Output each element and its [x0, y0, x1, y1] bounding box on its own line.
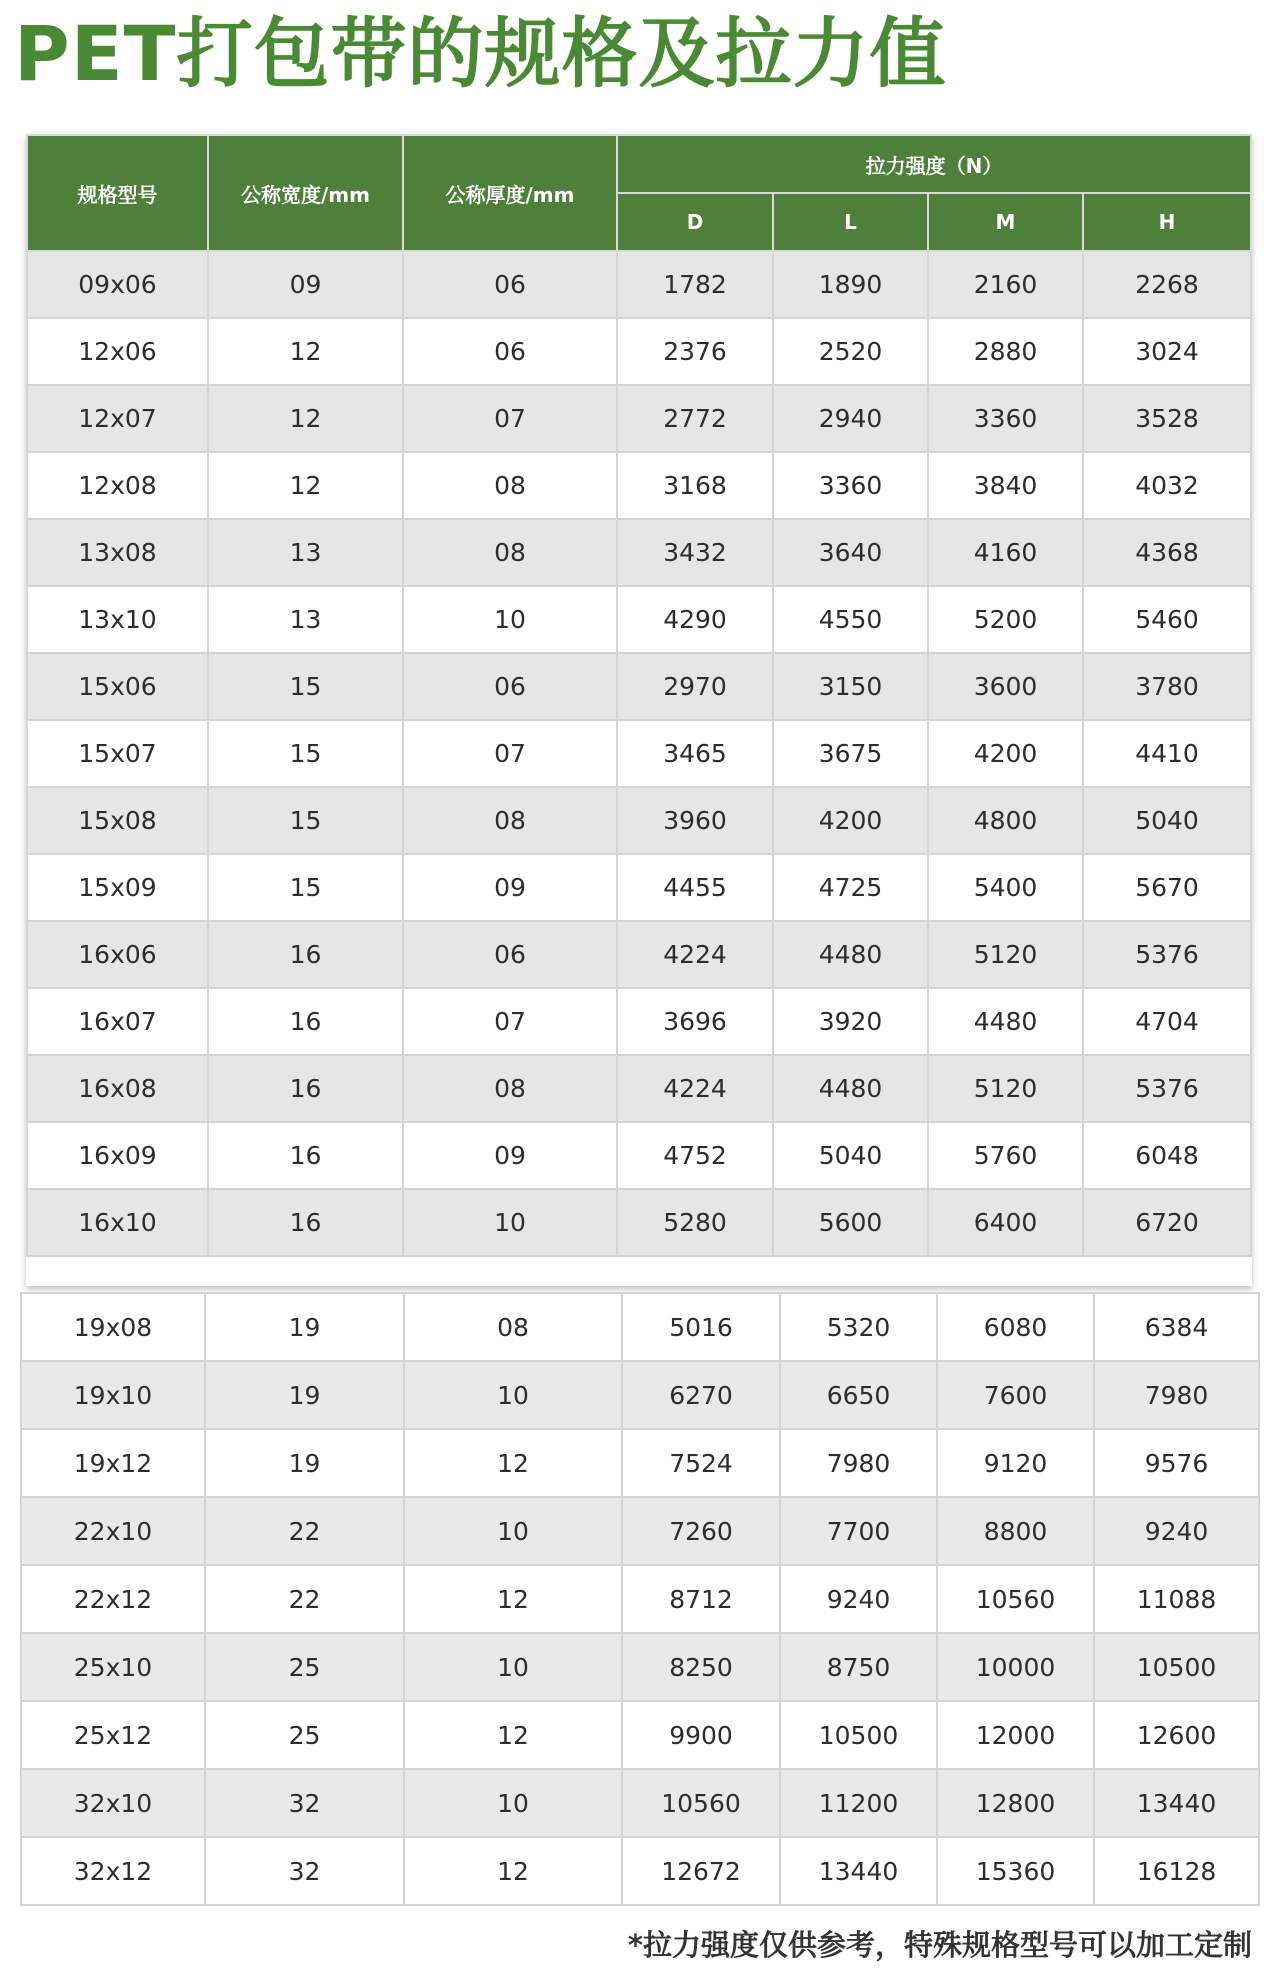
table-row: [27, 1122, 1251, 1189]
cell-strength-m: 5120: [928, 1055, 1083, 1122]
table-row: [27, 854, 1251, 921]
table-row: [21, 1361, 1259, 1429]
table-row: [21, 1497, 1259, 1565]
cell-spec: 15x08: [27, 787, 208, 854]
cell-thickness: 06: [403, 251, 617, 318]
cell-strength-d: 8250: [622, 1633, 780, 1701]
cell-strength-m: 9120: [937, 1429, 1094, 1497]
cell-strength-l: 5600: [773, 1189, 928, 1256]
table-row: [27, 787, 1251, 854]
cell-width: 15: [208, 653, 403, 720]
cell-thickness: 09: [403, 854, 617, 921]
cell-strength-d: 3960: [617, 787, 773, 854]
cell-strength-h: 5376: [1083, 921, 1251, 988]
cell-strength-l: 3920: [773, 988, 928, 1055]
cell-spec: 15x09: [27, 854, 208, 921]
table-row: [21, 1837, 1259, 1905]
table-row: [21, 1701, 1259, 1769]
cell-strength-d: 3168: [617, 452, 773, 519]
table-row: [27, 385, 1251, 452]
cell-strength-d: 5280: [617, 1189, 773, 1256]
cell-strength-m: 4160: [928, 519, 1083, 586]
cell-strength-m: 10000: [937, 1633, 1094, 1701]
cell-width: 32: [205, 1769, 404, 1837]
cell-width: 15: [208, 854, 403, 921]
cell-strength-m: 7600: [937, 1361, 1094, 1429]
table-row: [21, 1429, 1259, 1497]
cell-thickness: 07: [403, 988, 617, 1055]
cell-spec: 22x12: [21, 1565, 205, 1633]
cell-thickness: 08: [403, 519, 617, 586]
table-row: [27, 988, 1251, 1055]
cell-width: 22: [205, 1565, 404, 1633]
cell-strength-l: 7980: [780, 1429, 937, 1497]
cell-strength-d: 1782: [617, 251, 773, 318]
cell-strength-m: 2160: [928, 251, 1083, 318]
cell-thickness: 10: [404, 1633, 622, 1701]
table-row: [27, 586, 1251, 653]
cell-thickness: 10: [403, 1189, 617, 1256]
cell-strength-d: 8712: [622, 1565, 780, 1633]
cell-strength-l: 3640: [773, 519, 928, 586]
cell-thickness: 08: [403, 787, 617, 854]
table-row: [21, 1565, 1259, 1633]
cell-strength-d: 2970: [617, 653, 773, 720]
table-row: [27, 318, 1251, 385]
table-row: [21, 1633, 1259, 1701]
cell-spec: 13x10: [27, 586, 208, 653]
cell-strength-h: 5670: [1083, 854, 1251, 921]
cell-strength-d: 6270: [622, 1361, 780, 1429]
cell-width: 15: [208, 720, 403, 787]
cell-width: 25: [205, 1633, 404, 1701]
header-spec: 规格型号: [27, 135, 208, 251]
cell-strength-h: 3780: [1083, 653, 1251, 720]
cell-strength-m: 3840: [928, 452, 1083, 519]
header-strength: 拉力强度（N）: [617, 135, 1251, 193]
cell-strength-m: 3600: [928, 653, 1083, 720]
cell-strength-m: 3360: [928, 385, 1083, 452]
cell-strength-l: 5040: [773, 1122, 928, 1189]
cell-strength-d: 12672: [622, 1837, 780, 1905]
cell-width: 12: [208, 385, 403, 452]
cell-strength-d: 4752: [617, 1122, 773, 1189]
cell-strength-m: 6080: [937, 1293, 1094, 1361]
cell-strength-m: 5400: [928, 854, 1083, 921]
cell-strength-m: 4800: [928, 787, 1083, 854]
cell-strength-d: 3465: [617, 720, 773, 787]
cell-strength-h: 16128: [1094, 1837, 1259, 1905]
cell-strength-l: 4550: [773, 586, 928, 653]
cell-spec: 16x08: [27, 1055, 208, 1122]
cell-spec: 16x06: [27, 921, 208, 988]
table-row: [27, 720, 1251, 787]
cell-strength-h: 3528: [1083, 385, 1251, 452]
cell-strength-h: 4032: [1083, 452, 1251, 519]
cell-width: 12: [208, 452, 403, 519]
cell-thickness: 10: [404, 1497, 622, 1565]
cell-thickness: 06: [403, 921, 617, 988]
cell-strength-m: 4480: [928, 988, 1083, 1055]
footnote: *拉力强度仅供参考，特殊规格型号可以加工定制: [627, 1928, 1252, 1962]
cell-spec: 15x07: [27, 720, 208, 787]
cell-spec: 32x12: [21, 1837, 205, 1905]
table-row: [27, 921, 1251, 988]
cell-strength-d: 9900: [622, 1701, 780, 1769]
cell-strength-d: 2772: [617, 385, 773, 452]
cell-strength-l: 3360: [773, 452, 928, 519]
cell-strength-h: 9576: [1094, 1429, 1259, 1497]
cell-spec: 19x12: [21, 1429, 205, 1497]
cell-spec: 12x07: [27, 385, 208, 452]
cell-strength-m: 12000: [937, 1701, 1094, 1769]
cell-width: 16: [208, 1189, 403, 1256]
cell-strength-l: 4480: [773, 1055, 928, 1122]
cell-strength-h: 5460: [1083, 586, 1251, 653]
cell-thickness: 10: [404, 1769, 622, 1837]
cell-spec: 32x10: [21, 1769, 205, 1837]
table-row: [27, 251, 1251, 318]
cell-strength-h: 5040: [1083, 787, 1251, 854]
cell-width: 13: [208, 586, 403, 653]
cell-thickness: 10: [404, 1361, 622, 1429]
cell-strength-l: 8750: [780, 1633, 937, 1701]
table-body-part2: [21, 1293, 1259, 1905]
cell-strength-h: 6048: [1083, 1122, 1251, 1189]
table-row: [21, 1293, 1259, 1361]
cell-thickness: 12: [404, 1429, 622, 1497]
cell-spec: 16x10: [27, 1189, 208, 1256]
cell-strength-h: 7980: [1094, 1361, 1259, 1429]
cell-strength-d: 4290: [617, 586, 773, 653]
cell-strength-m: 6400: [928, 1189, 1083, 1256]
cell-strength-l: 4480: [773, 921, 928, 988]
cell-strength-d: 10560: [622, 1769, 780, 1837]
page-title: PET打包带的规格及拉力值: [14, 9, 947, 98]
cell-strength-h: 10500: [1094, 1633, 1259, 1701]
cell-width: 19: [205, 1429, 404, 1497]
cell-spec: 16x09: [27, 1122, 208, 1189]
cell-thickness: 12: [404, 1701, 622, 1769]
cell-spec: 12x08: [27, 452, 208, 519]
cell-strength-d: 5016: [622, 1293, 780, 1361]
cell-thickness: 08: [403, 1055, 617, 1122]
cell-width: 15: [208, 787, 403, 854]
table-row: [27, 519, 1251, 586]
cell-strength-d: 2376: [617, 318, 773, 385]
cell-strength-h: 12600: [1094, 1701, 1259, 1769]
cell-width: 32: [205, 1837, 404, 1905]
cell-thickness: 08: [403, 452, 617, 519]
cell-strength-h: 6720: [1083, 1189, 1251, 1256]
cell-width: 19: [205, 1293, 404, 1361]
cell-strength-d: 7524: [622, 1429, 780, 1497]
cell-spec: 25x10: [21, 1633, 205, 1701]
cell-strength-m: 10560: [937, 1565, 1094, 1633]
cell-strength-l: 10500: [780, 1701, 937, 1769]
cell-strength-l: 9240: [780, 1565, 937, 1633]
cell-strength-h: 11088: [1094, 1565, 1259, 1633]
cell-strength-m: 5120: [928, 921, 1083, 988]
cell-spec: 12x06: [27, 318, 208, 385]
cell-thickness: 08: [404, 1293, 622, 1361]
table-row: [27, 1189, 1251, 1256]
cell-spec: 19x08: [21, 1293, 205, 1361]
spec-table-part1: [26, 134, 1252, 1257]
cell-thickness: 09: [403, 1122, 617, 1189]
cell-strength-h: 4704: [1083, 988, 1251, 1055]
cell-strength-l: 6650: [780, 1361, 937, 1429]
cell-strength-d: 7260: [622, 1497, 780, 1565]
cell-strength-h: 4368: [1083, 519, 1251, 586]
cell-strength-m: 2880: [928, 318, 1083, 385]
header-grade-l: L: [773, 193, 928, 251]
cell-strength-d: 3432: [617, 519, 773, 586]
cell-strength-h: 6384: [1094, 1293, 1259, 1361]
cell-thickness: 06: [403, 653, 617, 720]
table-row: [27, 653, 1251, 720]
cell-strength-m: 5200: [928, 586, 1083, 653]
cell-thickness: 12: [404, 1565, 622, 1633]
cell-strength-h: 9240: [1094, 1497, 1259, 1565]
cell-thickness: 07: [403, 385, 617, 452]
cell-width: 16: [208, 988, 403, 1055]
header-grade-d: D: [617, 193, 773, 251]
cell-spec: 16x07: [27, 988, 208, 1055]
cell-spec: 22x10: [21, 1497, 205, 1565]
cell-strength-d: 4224: [617, 1055, 773, 1122]
cell-width: 12: [208, 318, 403, 385]
cell-width: 16: [208, 921, 403, 988]
cell-thickness: 10: [403, 586, 617, 653]
cell-width: 19: [205, 1361, 404, 1429]
cell-strength-l: 11200: [780, 1769, 937, 1837]
cell-strength-h: 3024: [1083, 318, 1251, 385]
cell-strength-m: 5760: [928, 1122, 1083, 1189]
cell-strength-d: 4224: [617, 921, 773, 988]
cell-spec: 13x08: [27, 519, 208, 586]
cell-strength-l: 4725: [773, 854, 928, 921]
cell-strength-m: 8800: [937, 1497, 1094, 1565]
cell-strength-l: 2940: [773, 385, 928, 452]
cell-strength-d: 4455: [617, 854, 773, 921]
spec-table-part2: [20, 1292, 1260, 1906]
cell-width: 25: [205, 1701, 404, 1769]
cell-strength-h: 5376: [1083, 1055, 1251, 1122]
cell-strength-l: 4200: [773, 787, 928, 854]
cell-spec: 09x06: [27, 251, 208, 318]
cell-spec: 25x12: [21, 1701, 205, 1769]
cell-strength-h: 2268: [1083, 251, 1251, 318]
cell-strength-m: 4200: [928, 720, 1083, 787]
cell-strength-l: 13440: [780, 1837, 937, 1905]
table-row: [27, 1055, 1251, 1122]
cell-strength-l: 1890: [773, 251, 928, 318]
table-row: [21, 1769, 1259, 1837]
cell-thickness: 07: [403, 720, 617, 787]
cell-strength-h: 13440: [1094, 1769, 1259, 1837]
cell-strength-l: 7700: [780, 1497, 937, 1565]
cell-strength-l: 2520: [773, 318, 928, 385]
cell-width: 22: [205, 1497, 404, 1565]
cell-thickness: 12: [404, 1837, 622, 1905]
table-body-part1: [27, 251, 1251, 1256]
header-grade-m: M: [928, 193, 1083, 251]
header-thickness: 公称厚度/mm: [403, 135, 617, 251]
cell-strength-d: 3696: [617, 988, 773, 1055]
header-width: 公称宽度/mm: [208, 135, 403, 251]
cell-width: 09: [208, 251, 403, 318]
cell-strength-m: 12800: [937, 1769, 1094, 1837]
table-row: [27, 452, 1251, 519]
cell-spec: 15x06: [27, 653, 208, 720]
cell-strength-h: 4410: [1083, 720, 1251, 787]
cell-strength-l: 3675: [773, 720, 928, 787]
cell-width: 16: [208, 1122, 403, 1189]
cell-strength-m: 15360: [937, 1837, 1094, 1905]
cell-width: 16: [208, 1055, 403, 1122]
header-grade-h: H: [1083, 193, 1251, 251]
cell-strength-l: 5320: [780, 1293, 937, 1361]
cell-spec: 19x10: [21, 1361, 205, 1429]
cell-thickness: 06: [403, 318, 617, 385]
cell-width: 13: [208, 519, 403, 586]
cell-strength-l: 3150: [773, 653, 928, 720]
